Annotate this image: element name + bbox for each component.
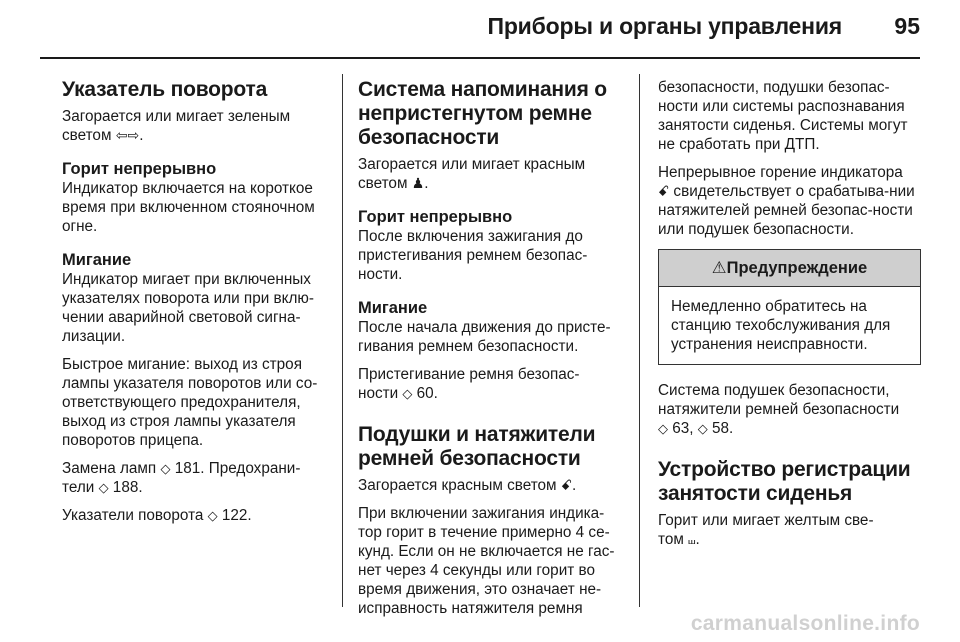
text: светом [358,175,412,192]
text: . [572,477,577,494]
text: Загорается или мигает красным [358,156,586,173]
text: 60. [412,385,438,402]
airbag-icon: ꗃ [560,477,572,493]
text: 188. [108,479,143,496]
turn-indicator-desc [62,107,327,145]
column-2 [358,66,626,627]
text: . [139,127,144,144]
text: . [695,531,700,548]
seatbelt-icon: ♟ [411,175,425,191]
page-ref-icon: ◇ [160,461,171,476]
page-ref-icon: ◇ [402,386,413,401]
fast-blink-desc: Быстрое мигание: выход из строя лампы указателя поворотов или со-ответствующего предохранителя, выход из строя лампы указателя поворотов прицепа. [62,356,318,449]
text: Горит или мигает желтым све- [658,512,874,529]
lit-steady-desc: Индикатор включается на короткое время при включенном стояночном огне. [62,180,315,235]
blinking-desc: Индикатор мигает при включенных указателях поворота или при вклю-чении аварийной световой сигна-лизации. [62,271,314,345]
lamp-replacement-ref [62,459,327,497]
text: светом [62,127,116,144]
text: . [424,175,429,192]
subheading-blinking: Мигание [62,251,132,269]
text: ности [358,385,403,402]
airbag-desc [358,476,626,495]
subheading-lit-steady: Горит непрерывно [358,208,513,226]
page-header [0,0,960,56]
column-divider-2 [639,74,640,607]
subheading-lit-steady: Горит непрерывно [62,160,217,178]
page-header-title: Приборы и органы управления [487,13,842,39]
seat-occupancy-desc [658,511,921,549]
turn-signal-icon: ⇦⇨ [115,127,140,143]
heading-seat-occupancy: Устройство регистрации занятости сиденья [658,458,911,505]
turn-signals-ref [62,506,327,525]
seatbelt-desc [358,155,626,193]
airbag-system-ref [658,381,921,438]
text: тели [62,479,99,496]
warning-text: Немедленно обратитесь на станцию техобслуживания для устранения неисправности. [671,298,891,353]
text: свидетельствует о срабатыва-нии натяжителей ремней безопас-ности или подушек безопасности. [658,183,915,238]
page-ref-icon: ◇ [98,480,109,495]
column-1 [62,66,327,534]
warning-box [658,249,921,365]
text: том [658,531,689,548]
text: Непрерывное горение индикатора [658,164,903,181]
warning-body [659,287,920,364]
text: 63, [668,420,698,437]
ignition-desc: При включении зажигания индика-тор горит в течение примерно 4 се-кунд. Если он не включается не гас-нет через 4 секунды или горит во время движения, это означает не-исправность натяжителя ремня [358,505,615,617]
warning-title: Предупреждение [726,259,868,277]
text: 122. [217,507,252,524]
column-divider-1 [342,74,343,607]
text: Замена ламп [62,460,161,477]
heading-airbags-pretensioners: Подушки и натяжители ремней безопасности [358,423,596,470]
warning-icon: ⚠ [711,259,727,277]
watermark: carmanualsonline.info [690,612,920,635]
continuous-lit-desc [658,163,921,239]
heading-seatbelt-reminder: Система напоминания о непристегнутом ремне безопасности [358,78,607,149]
text: Пристегивание ремня безопас- [358,366,580,383]
text: Указатели поворота [62,507,208,524]
airbag-icon: ꗃ [658,183,670,199]
text: 58. [707,420,734,437]
header-rule [40,57,920,59]
warning-header [659,250,920,287]
page-ref-icon: ◇ [697,421,708,436]
page-ref-icon: ◇ [207,508,218,523]
page-ref-icon: ◇ [658,421,668,436]
heading-turn-indicator: Указатель поворота [62,78,268,101]
fasten-belt-ref [358,365,626,403]
text: Загорается или мигает зеленым [62,108,291,125]
text: Загорается красным светом [358,477,561,494]
subheading-blinking: Мигание [358,299,428,317]
lit-steady-desc: После включения зажигания до пристегивания ремнем безопас-ности. [358,228,588,283]
column-3 [658,66,921,558]
text: 181. Предохрани- [170,460,301,477]
text: Система подушек безопасности, натяжители ремней безопасности [658,382,900,418]
blinking-desc: После начала движения до присте-гивания ремнем безопасности. [358,319,611,355]
continued-text: безопасности, подушки безопас-ности или системы распознавания занятости сиденья. Системы могут не сработать при ДТП. [658,79,908,153]
page-number: 95 [894,13,920,39]
seat-occupancy-icon: ⧢ [688,531,696,547]
